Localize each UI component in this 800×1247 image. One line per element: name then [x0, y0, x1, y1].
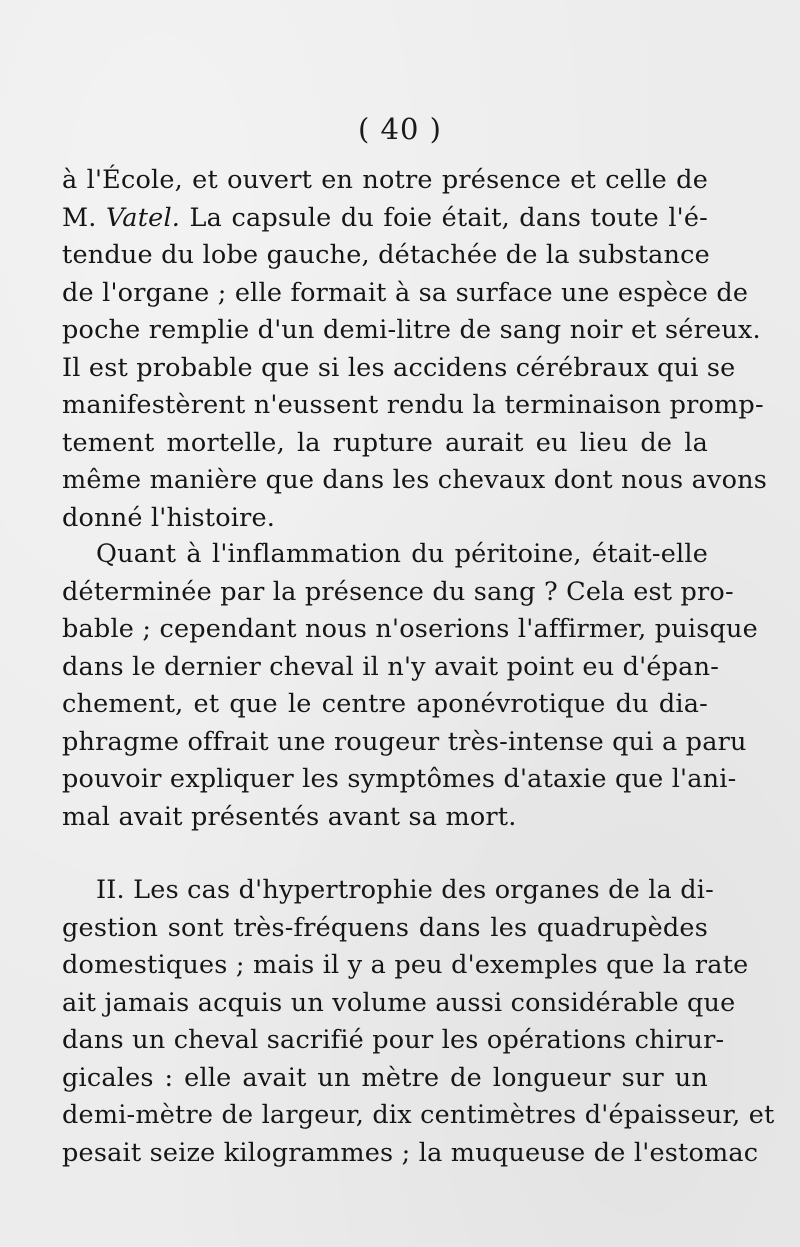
paragraph-1	[62, 162, 768, 537]
text-fragment: M.	[62, 202, 107, 233]
text-line: II. Les cas d'hypertrophie des organes de la di-	[96, 875, 714, 905]
text-line: dans le dernier cheval il n'y avait point eu d'épan-	[62, 651, 720, 682]
paragraph-2	[62, 536, 758, 836]
text-line: ait jamais acquis un volume aussi considérable que	[62, 987, 736, 1018]
text-line-vatel	[62, 200, 708, 238]
text-line: même manière que dans les chevaux dont nous avons	[62, 465, 768, 495]
text-line: bable ; cependant nous n'oserions l'affirmer, puisque	[62, 614, 758, 644]
italic-name: Vatel.	[106, 202, 181, 233]
text-line: domestiques ; mais il y a peu d'exemples que la rate	[62, 950, 749, 980]
text-line: à l'École, et ouvert en notre présence et celle de	[62, 165, 708, 195]
text-line: donné l'histoire.	[62, 502, 276, 533]
page-number: ( 40 )	[358, 112, 442, 146]
text-line: déterminée par la présence du sang ? Cela est pro-	[62, 576, 734, 607]
text-line: gicales : elle avait un mètre de longueur sur un	[62, 1062, 708, 1093]
paragraph-3	[62, 872, 775, 1172]
text-line: tendue du lobe gauche, détachée de la substance	[62, 240, 710, 270]
text-line: tement mortelle, la rupture aurait eu lieu de la	[62, 427, 708, 458]
text-line: Il est probable que si les accidens cérébraux qui se	[62, 352, 736, 383]
text-line: mal avait présentés avant sa mort.	[62, 801, 517, 832]
text-line: demi-mètre de largeur, dix centimètres d'épaisseur, et	[62, 1100, 775, 1130]
text-fragment: La capsule du foie était, dans toute l'é-	[180, 202, 708, 233]
text-line: poche remplie d'un demi-litre de sang noir et séreux.	[62, 315, 761, 345]
text-line: de l'organe ; elle formait à sa surface une espèce de	[62, 277, 749, 308]
text-line: manifestèrent n'eussent rendu la terminaison promp-	[62, 390, 764, 420]
text-line: chement, et que le centre aponévrotique du dia-	[62, 689, 708, 719]
text-line: pouvoir expliquer les symptômes d'ataxie que l'ani-	[62, 764, 737, 794]
text-line: phragme offrait une rougeur très-intense qui a paru	[62, 726, 747, 757]
text-line: Quant à l'inflammation du péritoine, était-elle	[96, 539, 708, 569]
text-line: pesait seize kilogrammes ; la muqueuse de l'estomac	[62, 1137, 759, 1168]
text-line: gestion sont très-fréquens dans les quadrupèdes	[62, 912, 708, 943]
text-line: dans un cheval sacrifié pour les opérations chirur-	[62, 1025, 725, 1055]
